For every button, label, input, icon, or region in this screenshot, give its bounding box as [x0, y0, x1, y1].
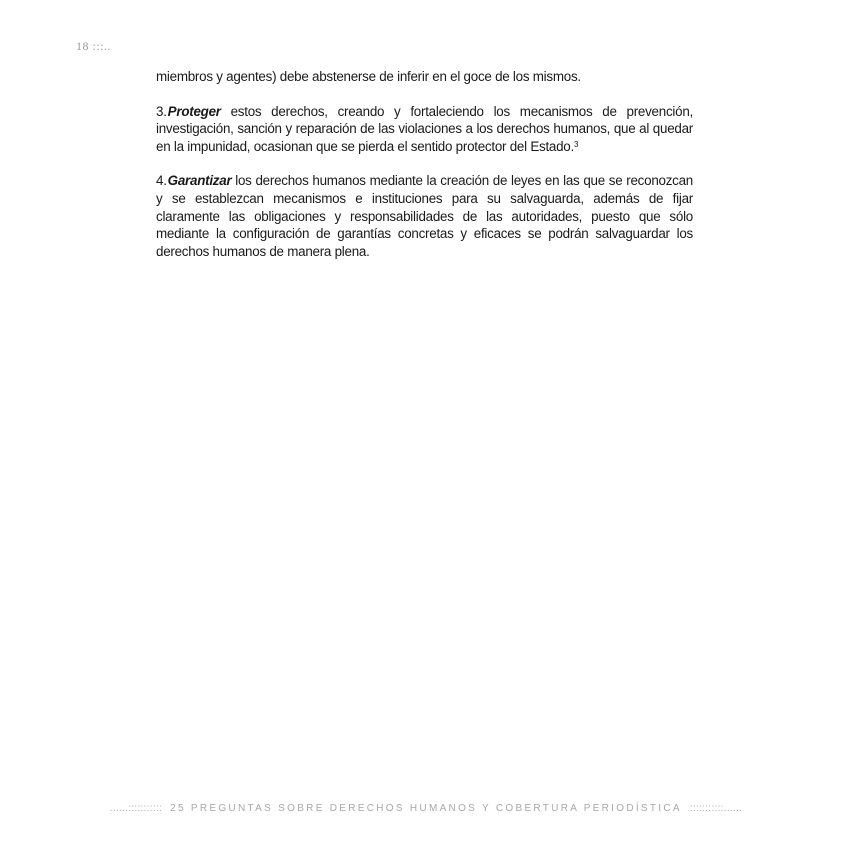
item-text: estos derechos, creando y fortaleciendo los mecanismos de prevención, investigación, sanción y reparación de las violaciones a los derechos humanos, que al quedar en la impunidad, ocasionan que se pierda el sentido protector del Estado.: [156, 103, 693, 154]
item-text: los derechos humanos mediante la creación de leyes en las que se reconozcan y se establezcan mecanismos e instituciones para su salvaguarda, además de fijar claramente las obligaciones y responsabilidades de las autoridades, puesto que sólo mediante la configuración de garantías concretas y eficaces se podrán salvaguardar los derechos humanos de manera plena.: [156, 173, 693, 259]
footnote-marker: 3: [573, 139, 579, 149]
running-footer: [80, 803, 772, 814]
item-number: 4.: [156, 173, 167, 189]
footer-dots-left: ......:::::::::::: [109, 803, 163, 814]
item-keyword: Garantizar: [167, 173, 232, 189]
item-keyword: Proteger: [167, 103, 221, 119]
list-item-garantizar: [156, 172, 693, 260]
document-body: [156, 68, 693, 277]
footer-dots-right: :::::::::::......: [689, 803, 743, 814]
item-number: 3.: [156, 103, 167, 119]
page-number: 18 :::..: [76, 39, 112, 53]
list-item-proteger: [156, 103, 693, 156]
paragraph-intro: miembros y agentes) debe abstenerse de inferir en el goce de los mismos.: [156, 69, 581, 84]
footer-title: 25 PREGUNTAS SOBRE DERECHOS HUMANOS Y COBERTURA PERIODÍSTICA: [170, 803, 682, 814]
